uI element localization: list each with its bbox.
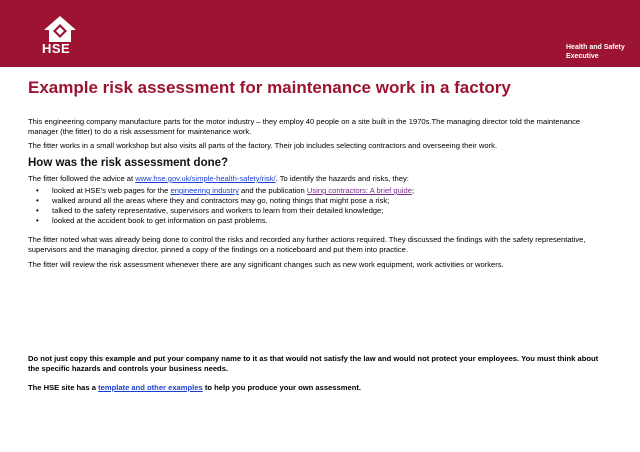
template-note-after: to help you produce your own assessment.	[202, 383, 361, 392]
findings-paragraph: The fitter noted what was already being done to control the risks and recorded any further actions required. They discussed the findings with the safety representative, supervisors and the managing director, pinned a copy of the findings on a noticeboard and put them into practice.	[28, 235, 586, 254]
list-item: • walked around all the areas where they and contractors may go, noting things that might pose a risk;	[28, 196, 608, 206]
list-item: • talked to the safety representative, supervisors and workers to learn from their detailed knowledge;	[28, 206, 608, 216]
template-examples-link[interactable]: template and other examples	[98, 383, 203, 392]
hazard-identification-list	[28, 186, 608, 226]
org-line-1: Health and Safety	[566, 44, 625, 51]
intro-paragraph-1: This engineering company manufacture parts for the motor industry – they employ 40 people on a site built in the 1970s.The managing director told the maintenance manager (the fitter) to do a risk assessment for maintenance work.	[28, 117, 581, 136]
list-item	[28, 186, 608, 196]
page-title: Example risk assessment for maintenance work in a factory	[28, 78, 511, 97]
review-paragraph: The fitter will review the risk assessment whenever there are any significant changes such as new work equipment, work activities or workers.	[28, 260, 504, 269]
contractors-guide-link[interactable]: Using contractors: A brief guide	[306, 186, 412, 195]
bullet-1-middle: and the publication	[238, 186, 307, 195]
template-note	[28, 383, 610, 393]
engineering-industry-link[interactable]: engineering industry	[170, 186, 239, 195]
org-line-2: Executive	[566, 53, 599, 60]
header-banner	[0, 0, 640, 67]
section-lead	[28, 174, 610, 184]
lead-text-after: . To identify the hazards and risks, they:	[275, 174, 409, 183]
hse-logo-text: HSE	[42, 41, 71, 56]
lead-text-before: The fitter followed the advice at	[28, 174, 136, 183]
intro-paragraph-2: The fitter works in a small workshop but also visits all parts of the factory. Their job includes selecting contractors and overseeing their work.	[28, 141, 498, 150]
copy-warning: Do not just copy this example and put your company name to it as that would not satisfy the law and would not protect your employees. You must think about the specific hazards and controls your business needs.	[28, 354, 599, 373]
template-note-before: The HSE site has a	[28, 383, 99, 392]
list-item: • looked at the accident book to get information on past problems.	[28, 216, 608, 226]
organisation-name	[566, 43, 638, 61]
bullet-1-end: ;	[411, 186, 415, 195]
section-heading: How was the risk assessment done?	[28, 157, 229, 169]
bullet-1-text: looked at HSE’s web pages for the	[52, 186, 171, 195]
hse-risk-link[interactable]: www.hse.gov.uk/simple-health-safety/risk/	[135, 174, 276, 183]
